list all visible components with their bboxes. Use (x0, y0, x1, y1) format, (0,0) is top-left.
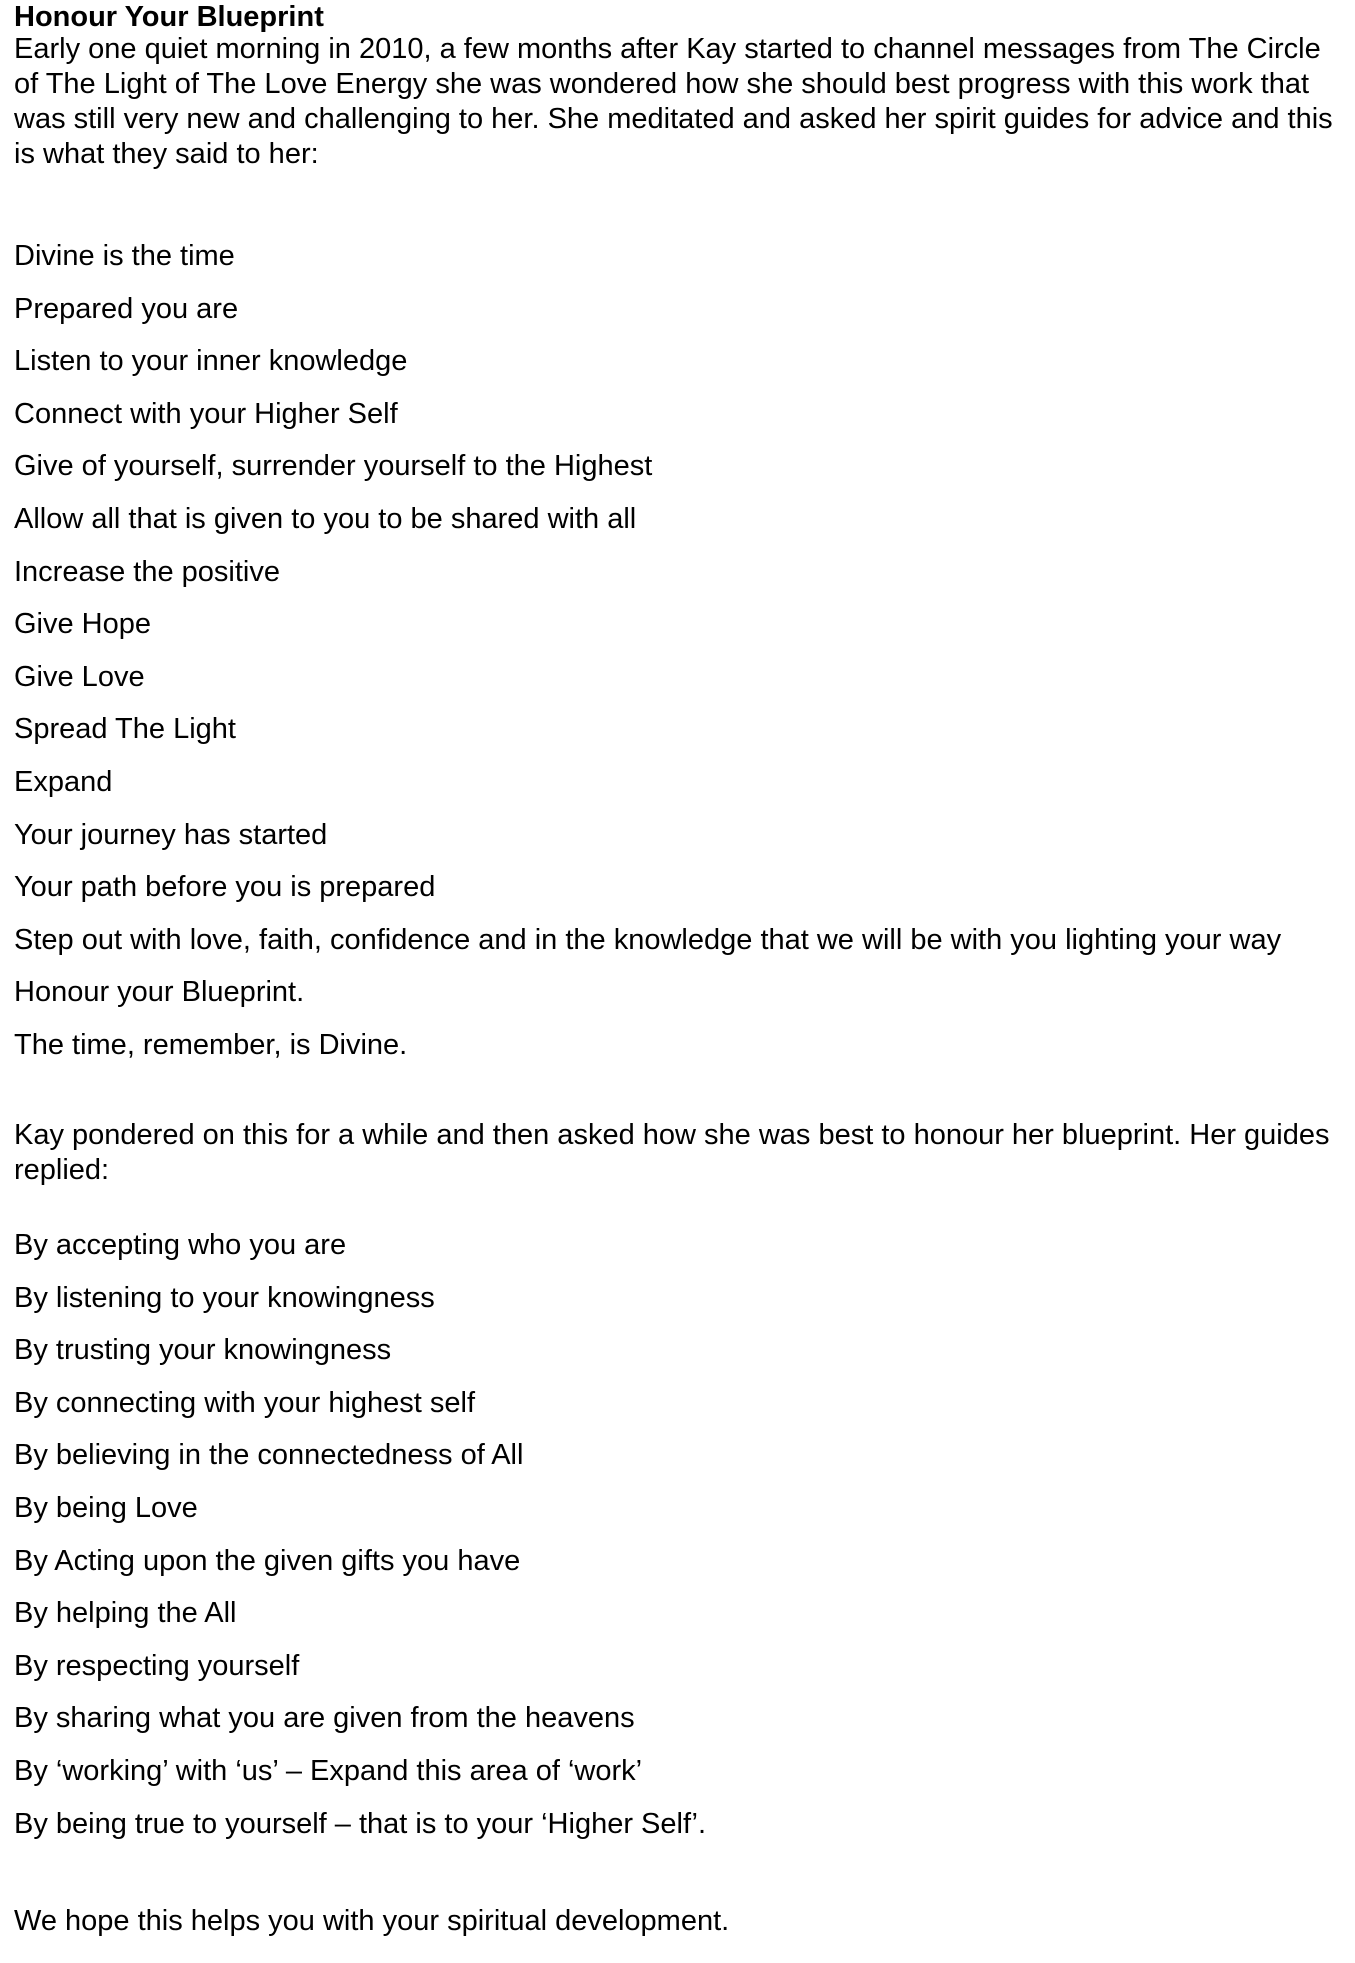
message-line: Expand (14, 765, 113, 798)
message-line: Allow all that is given to you to be shared with all (14, 502, 637, 535)
closing-paragraph: We hope this helps you with your spiritual development. (14, 1905, 730, 1937)
answer-line: By sharing what you are given from the heavens (14, 1702, 635, 1735)
answer-line: By helping the All (14, 1597, 237, 1630)
answer-line: By trusting your knowingness (14, 1334, 392, 1367)
message-line: Spread The Light (14, 713, 236, 746)
answer-line: By listening to your knowingness (14, 1281, 435, 1314)
question-paragraph: Kay pondered on this for a while and then asked how she was best to honour her blueprint. Her guides replied: (14, 1119, 1330, 1186)
message-line: Give of yourself, surrender yourself to the Highest (14, 450, 653, 483)
answer-line: By ‘working’ with ‘us’ – Expand this area of ‘work’ (14, 1754, 643, 1787)
message-line: Divine is the time (14, 240, 235, 272)
message-line: Prepared you are (14, 292, 239, 325)
message-line: The time, remember, is Divine. (14, 1028, 408, 1061)
answer-lines-list (14, 1228, 706, 1859)
answer-line: By connecting with your highest self (14, 1386, 476, 1419)
answer-line: By Acting upon the given gifts you have (14, 1544, 521, 1577)
message-line: Give Love (14, 660, 145, 693)
message-line: Connect with your Higher Self (14, 397, 398, 430)
message-line: Listen to your inner knowledge (14, 345, 408, 378)
message-line: Honour your Blueprint. (14, 976, 305, 1009)
answer-line: By being true to yourself – that is to your ‘Higher Self’. (14, 1807, 707, 1840)
message-line: Increase the positive (14, 555, 280, 588)
answer-line: By being Love (14, 1491, 198, 1524)
message-line: Give Hope (14, 608, 152, 641)
message-line: Your journey has started (14, 818, 328, 851)
message-line: Your path before you is prepared (14, 871, 436, 904)
intro-paragraph: Early one quiet morning in 2010, a few months after Kay started to channel messages from The Circle of The Light of The Love Energy she was wondered how she should best progress with this work that was still very new and challenging to her. She meditated and asked her spirit guides for advice and this is what they said to her: (14, 33, 1333, 170)
document-title: Honour Your Blueprint (14, 1, 324, 33)
answer-line: By respecting yourself (14, 1649, 300, 1682)
answer-line: By believing in the connectedness of All (14, 1439, 524, 1472)
answer-line: By accepting who you are (14, 1229, 347, 1261)
message-line: Step out with love, faith, confidence and in the knowledge that we will be with you lighting your way (14, 923, 1282, 956)
message-lines-list (14, 239, 1281, 1081)
